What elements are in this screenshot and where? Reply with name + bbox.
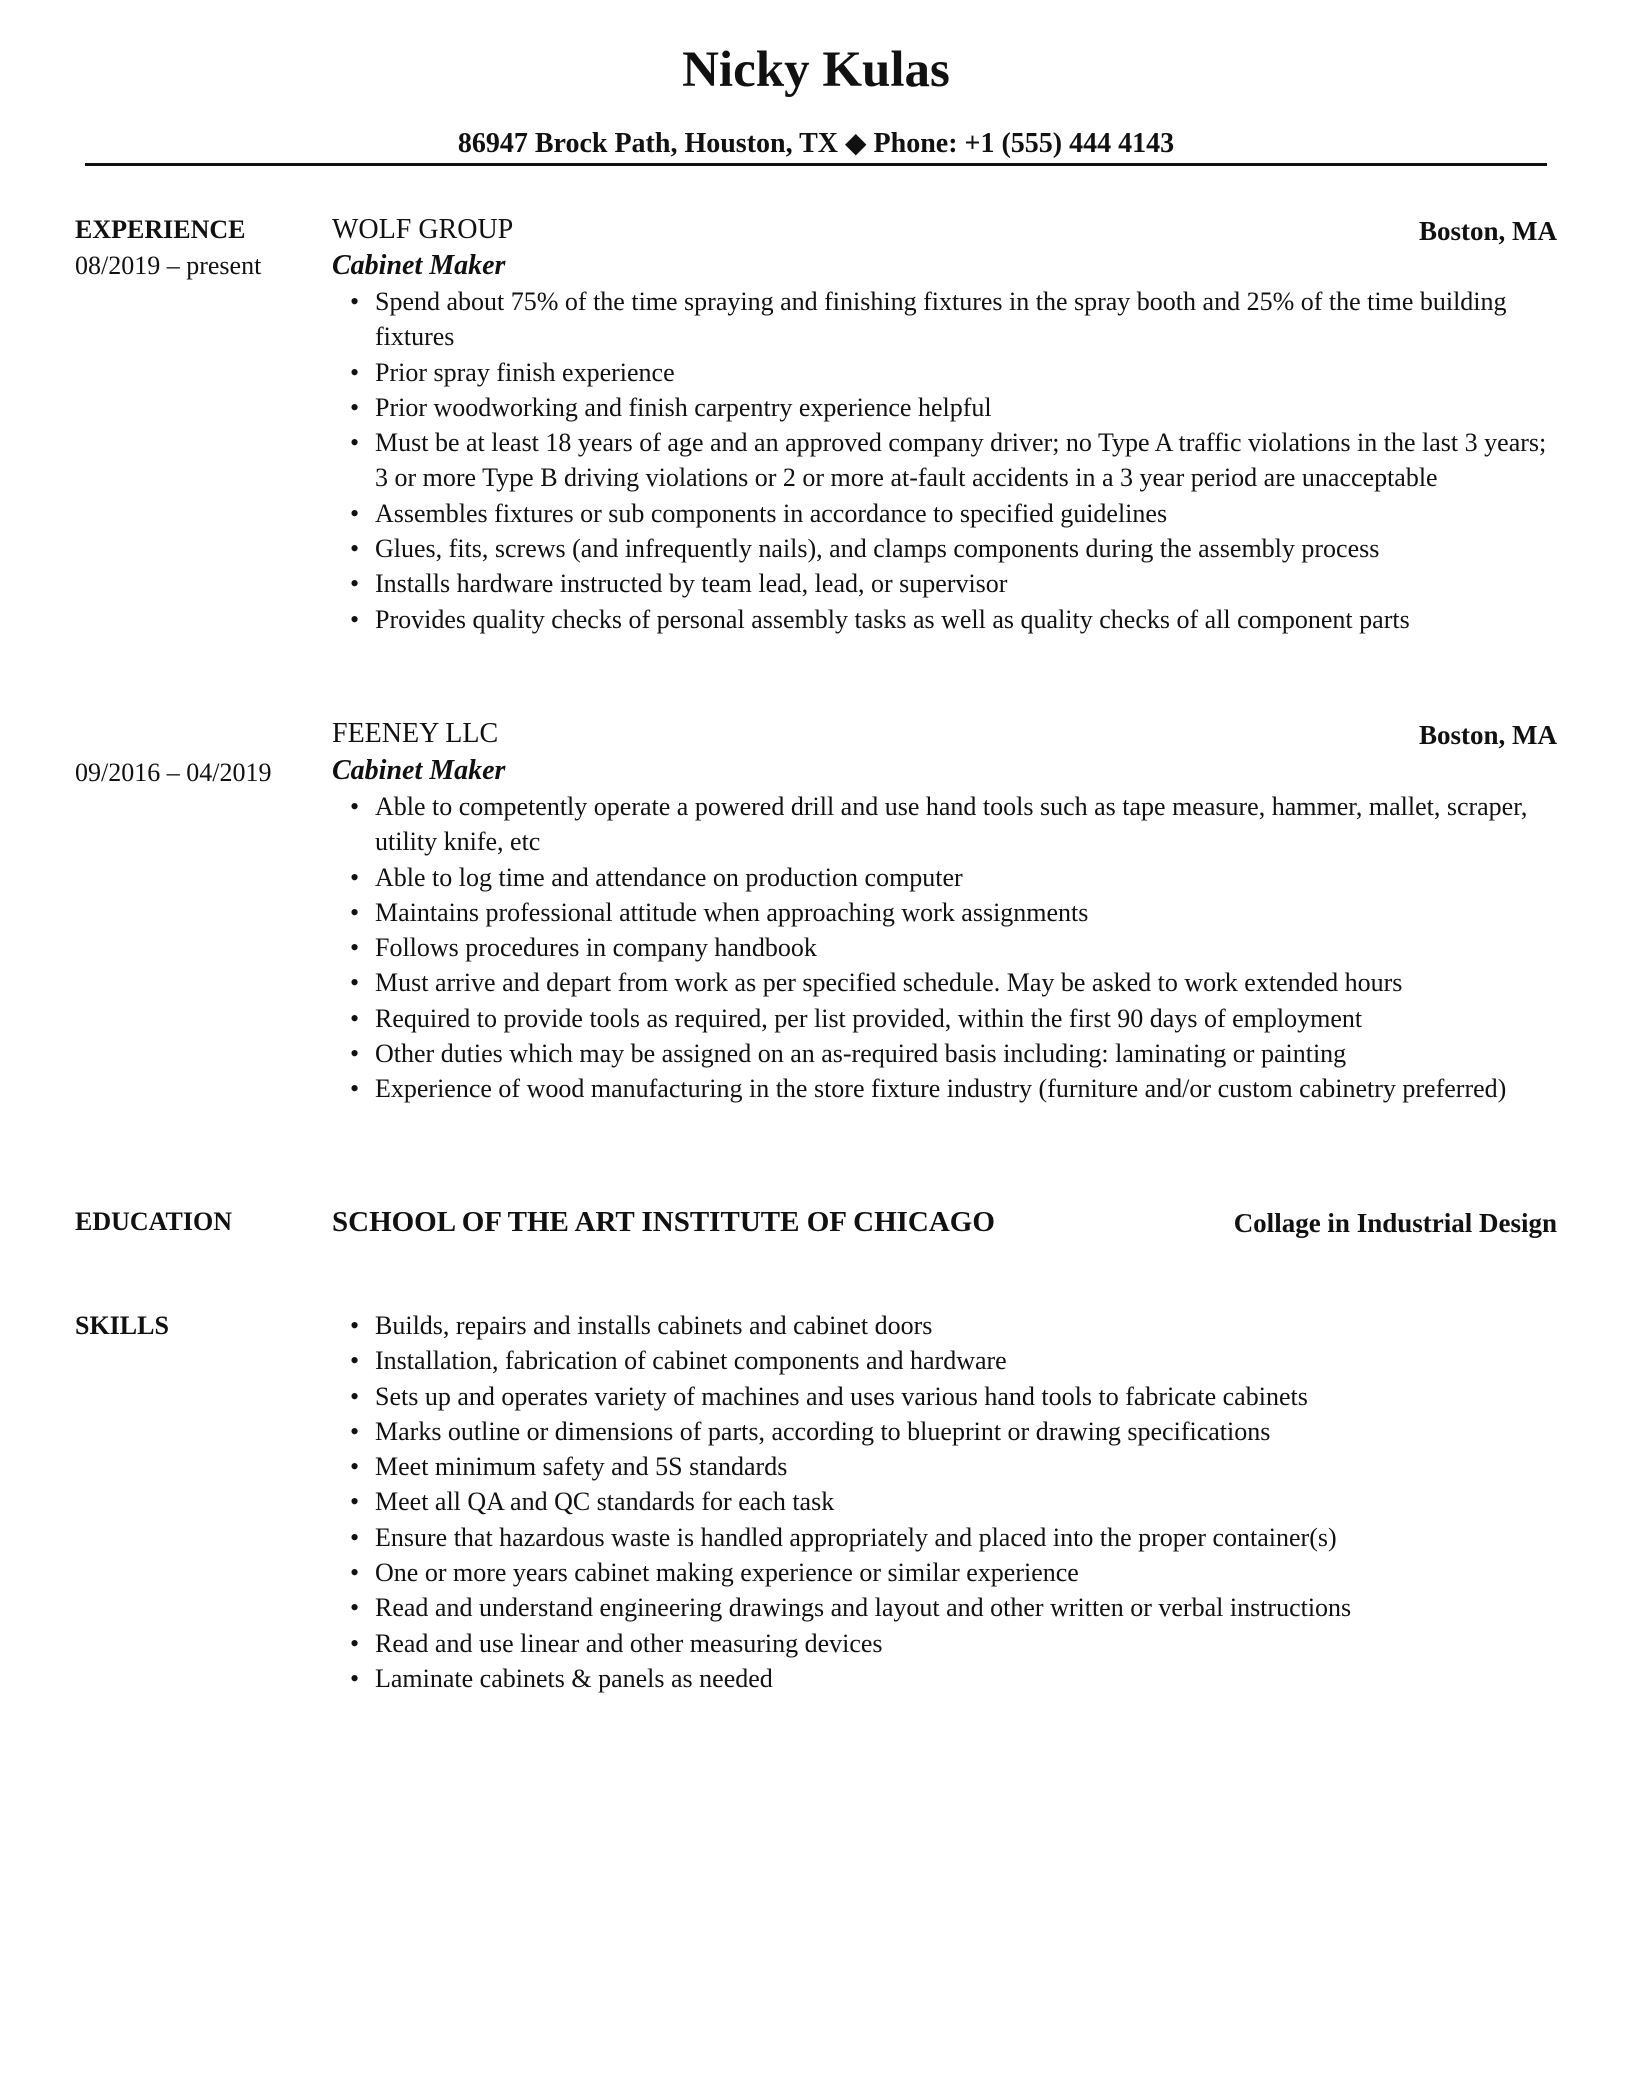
job-duties-list (375, 789, 1555, 1107)
job-company: WOLF GROUP (332, 214, 514, 245)
skills-list (375, 1308, 1565, 1696)
job-duties-list (375, 284, 1555, 637)
list-item: • Read and use linear and other measuring devices (375, 1626, 1565, 1661)
list-item: • Meet all QA and QC standards for each task (375, 1484, 1565, 1519)
education-degree: Collage in Industrial Design (1233, 1208, 1557, 1238)
skills-heading: SKILLS (75, 1311, 169, 1340)
list-item: • Installs hardware instructed by team lead, lead, or supervisor (375, 566, 1555, 601)
list-item: • Provides quality checks of personal assembly tasks as well as quality checks of all component parts (375, 602, 1555, 637)
list-item: • Builds, repairs and installs cabinets and cabinet doors (375, 1308, 1565, 1343)
list-item: • Maintains professional attitude when approaching work assignments (375, 895, 1555, 930)
candidate-name: Nicky Kulas (682, 42, 950, 98)
job-title: Cabinet Maker (332, 755, 506, 786)
list-item: • Follows procedures in company handbook (375, 930, 1555, 965)
list-item: • Prior spray finish experience (375, 355, 1555, 390)
list-item: • Must be at least 18 years of age and an approved company driver; no Type A traffic violations in the last 3 years; 3 or more Type B driving violations or 2 or more at-fault accidents in a 3 year period are unacceptable (375, 425, 1555, 496)
experience-heading: EXPERIENCE (75, 215, 246, 244)
job-dates: 08/2019 – present (75, 251, 262, 280)
header-divider (85, 163, 1547, 166)
list-item: • Spend about 75% of the time spraying and finishing fixtures in the spray booth and 25% of the time building fixtures (375, 284, 1555, 355)
list-item: • Read and understand engineering drawings and layout and other written or verbal instructions (375, 1590, 1565, 1625)
job-location: Boston, MA (1418, 216, 1557, 246)
list-item: • Meet minimum safety and 5S standards (375, 1449, 1565, 1484)
job-location: Boston, MA (1418, 720, 1557, 750)
list-item: • Sets up and operates variety of machines and uses various hand tools to fabricate cabinets (375, 1379, 1565, 1414)
job-dates: 09/2016 – 04/2019 (75, 758, 272, 787)
list-item: • Able to competently operate a powered drill and use hand tools such as tape measure, hammer, mallet, scraper, utility knife, etc (375, 789, 1555, 860)
list-item: • Ensure that hazardous waste is handled appropriately and placed into the proper container(s) (375, 1520, 1565, 1555)
list-item: • Experience of wood manufacturing in the store fixture industry (furniture and/or custom cabinetry preferred) (375, 1071, 1555, 1106)
list-item: • Marks outline or dimensions of parts, according to blueprint or drawing specifications (375, 1414, 1565, 1449)
list-item: • Must arrive and depart from work as per specified schedule. May be asked to work extended hours (375, 965, 1555, 1000)
list-item: • Other duties which may be assigned on an as-required basis including: laminating or painting (375, 1036, 1555, 1071)
job-title: Cabinet Maker (332, 250, 506, 281)
contact-line: 86947 Brock Path, Houston, TX ◆ Phone: +1 (555) 444 4143 (457, 128, 1175, 159)
list-item: • One or more years cabinet making experience or similar experience (375, 1555, 1565, 1590)
list-item: • Able to log time and attendance on production computer (375, 860, 1555, 895)
list-item: • Assembles fixtures or sub components in accordance to specified guidelines (375, 496, 1555, 531)
job-company: FEENEY LLC (332, 718, 499, 749)
list-item: • Prior woodworking and finish carpentry experience helpful (375, 390, 1555, 425)
list-item: • Installation, fabrication of cabinet components and hardware (375, 1343, 1565, 1378)
list-item: • Laminate cabinets & panels as needed (375, 1661, 1565, 1696)
education-heading: EDUCATION (75, 1207, 232, 1236)
education-school: SCHOOL OF THE ART INSTITUTE OF CHICAGO (332, 1206, 995, 1238)
list-item: • Glues, fits, screws (and infrequently nails), and clamps components during the assembly process (375, 531, 1555, 566)
list-item: • Required to provide tools as required, per list provided, within the first 90 days of employment (375, 1001, 1555, 1036)
